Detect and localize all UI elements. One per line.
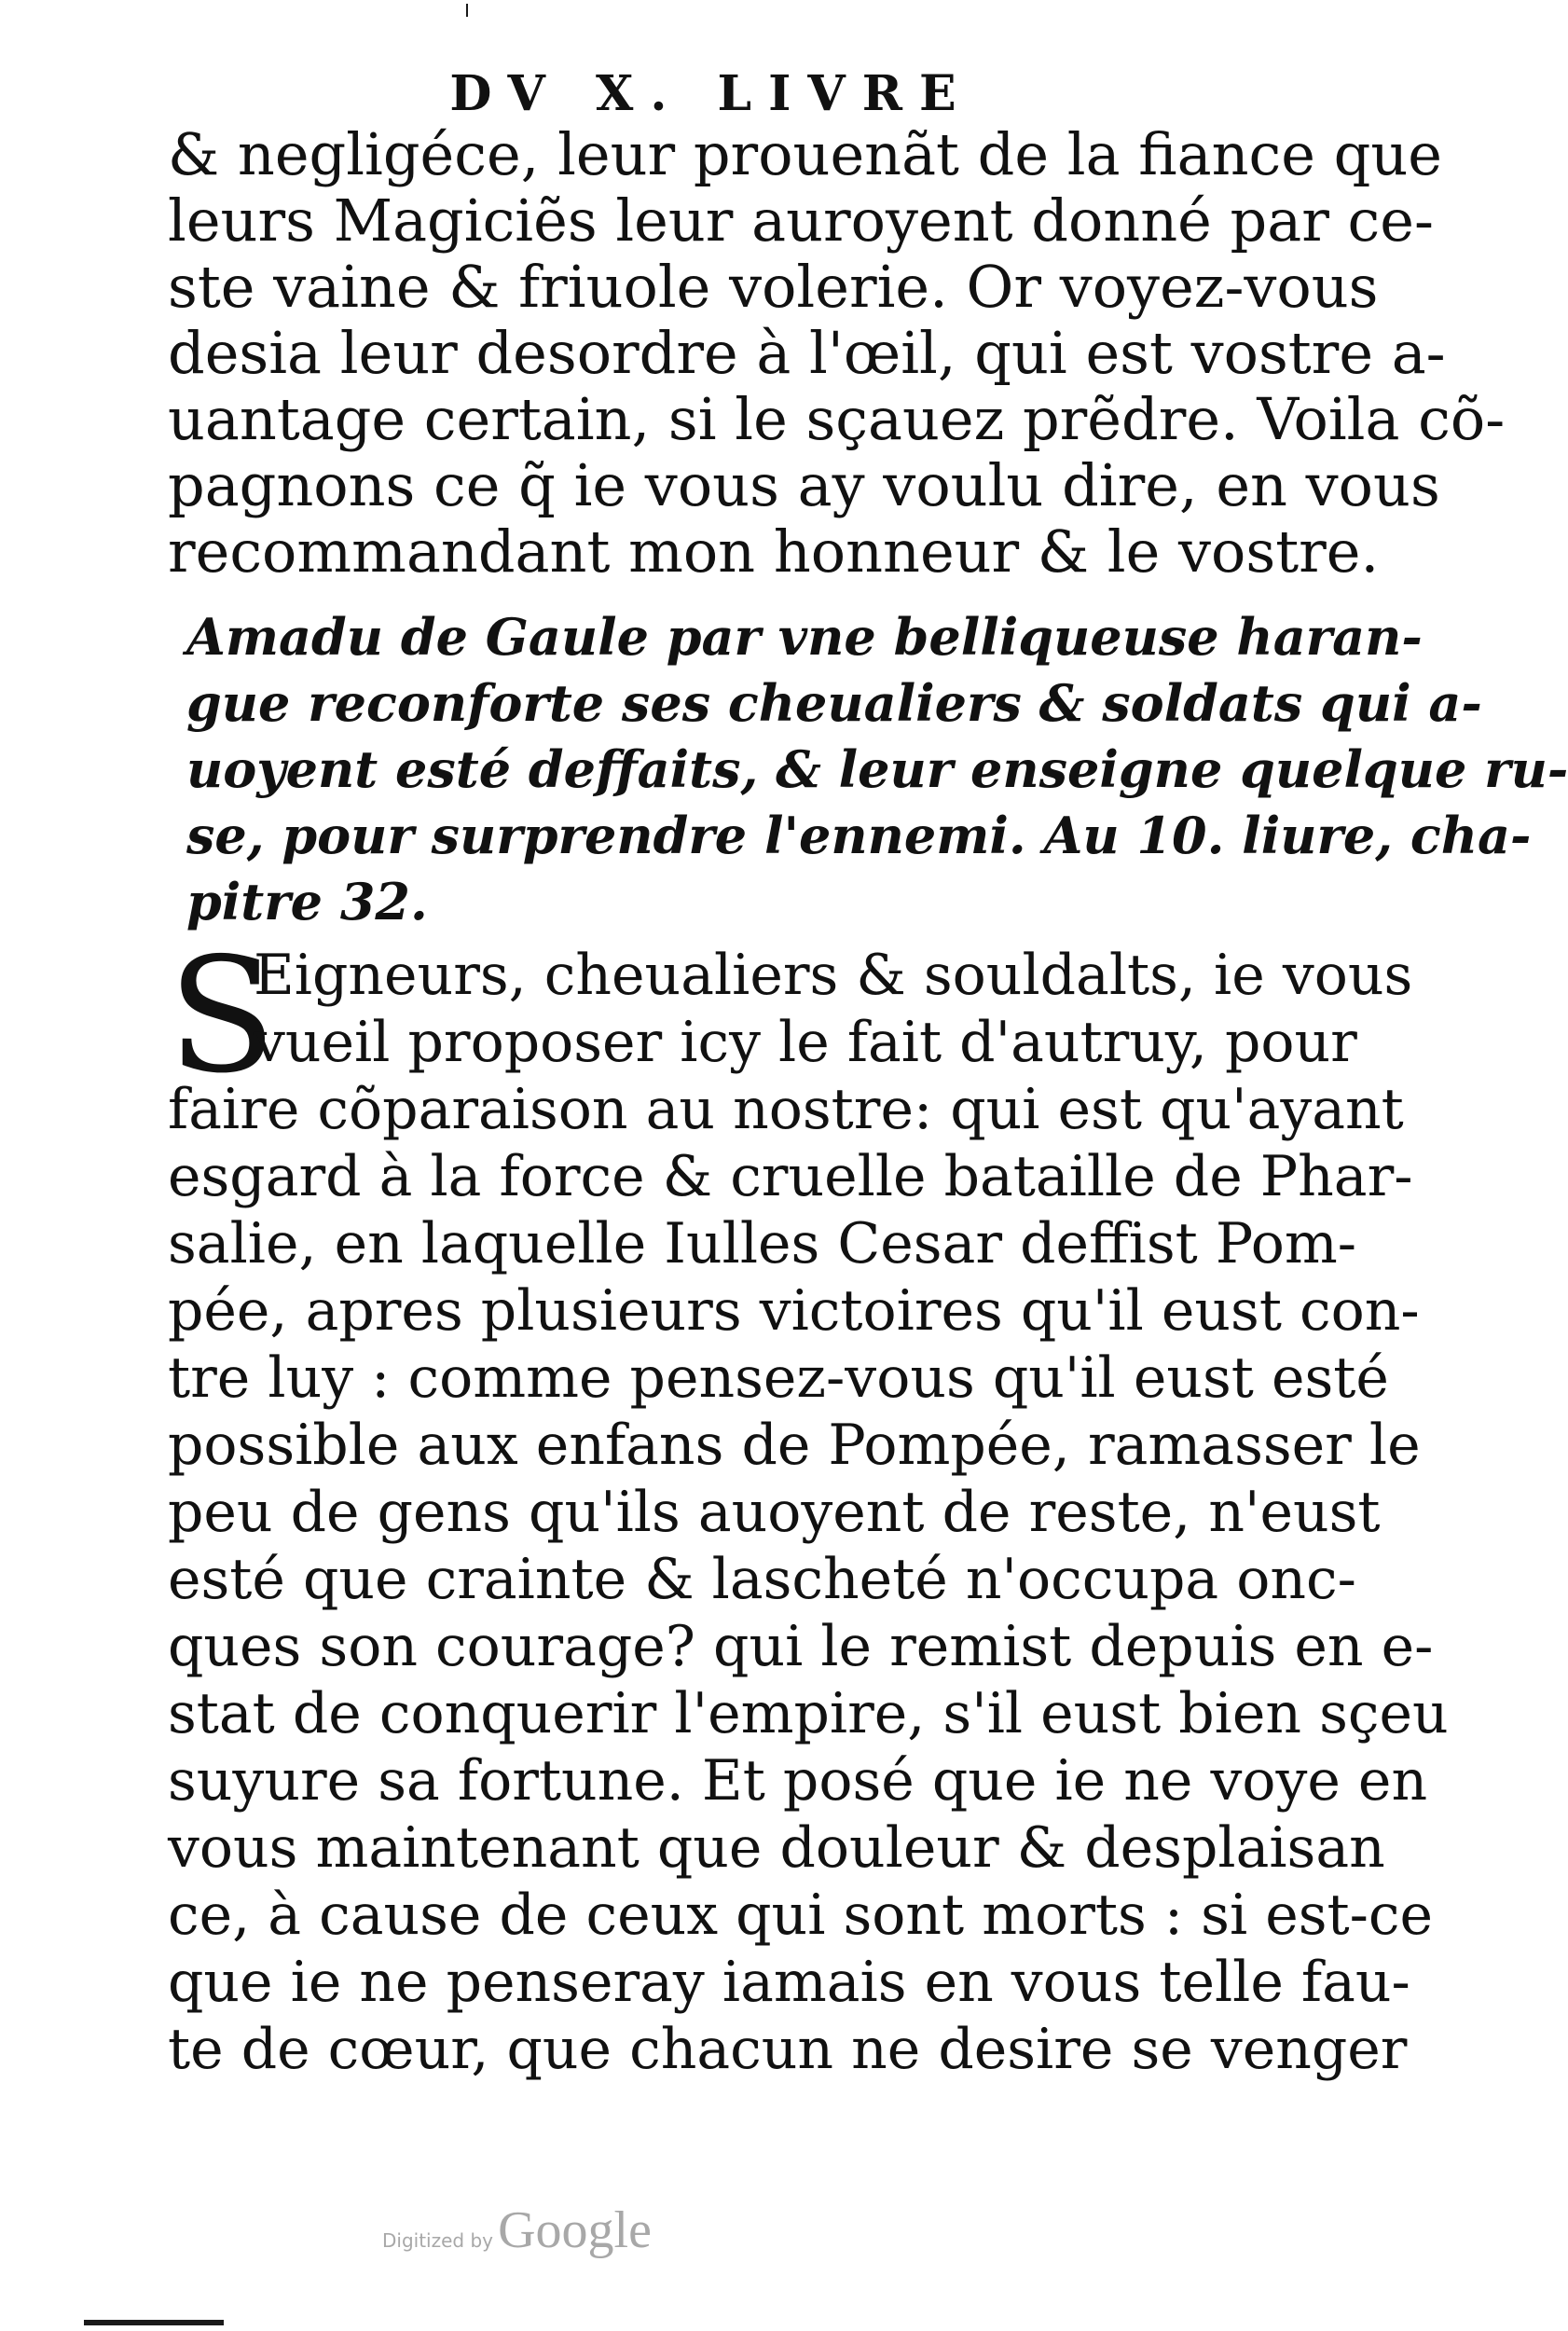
text-line: Eigneurs, cheualiers & souldalts, ie vous	[254, 943, 1413, 1008]
text-line: desia leur desordre à l'œil, qui est vostre a-	[168, 319, 1446, 387]
text-line: ques son courage? qui le remist depuis en e-	[168, 1614, 1434, 1679]
text-line: stat de conquerir l'empire, s'il eust bien sçeu	[168, 1681, 1449, 1746]
text-line: suyure sa fortune. Et posé que ie ne voye en	[168, 1748, 1428, 1814]
speech-paragraph	[168, 924, 1449, 2083]
text-line: leurs Magiciẽs leur auroyent donné par ce-	[168, 186, 1434, 255]
text-line: uantage certain, si le sçauez prẽdre. Voila cõ-	[168, 385, 1506, 453]
page-edge-mark-top	[466, 4, 468, 17]
text-line: vueil proposer icy le fait d'autruy, pour	[254, 1010, 1357, 1075]
text-line: pagnons ce q̃ ie vous ay voulu dire, en vous	[168, 451, 1440, 519]
text-line: possible aux enfans de Pompée, ramasser le	[168, 1413, 1421, 1478]
watermark-prefix: Digitized by	[382, 2229, 493, 2252]
running-header: DV X. LIVRE	[449, 65, 973, 122]
text-line: te de cœur, que chacun ne desire se venger	[168, 2017, 1408, 2082]
text-line: tre luy : comme pensez-vous qu'il eust esté	[168, 1345, 1389, 1411]
text-line: ste vaine & friuole volerie. Or voyez-vous	[168, 253, 1379, 321]
text-line: salie, en laquelle Iulles Cesar deffist Pom-	[168, 1211, 1357, 1276]
page-edge-mark-bottom	[84, 2320, 224, 2325]
summary-line: pitre 32.	[186, 872, 428, 931]
text-line: esté que crainte & lascheté n'occupa onc-	[168, 1547, 1356, 1612]
google-logo: Google	[498, 2201, 652, 2259]
text-line: ce, à cause de ceux qui sont morts : si est-ce	[168, 1883, 1434, 1948]
text-line: esgard à la force & cruelle bataille de Phar-	[168, 1144, 1413, 1209]
drop-capital: S	[168, 924, 277, 1109]
text-line: vous maintenant que douleur & desplaisan	[168, 1815, 1385, 1881]
text-line: que ie ne penseray iamais en vous telle fau-	[168, 1950, 1410, 2015]
text-line: recommandant mon honneur & le vostre.	[168, 517, 1380, 586]
summary-line: se, pour surprendre l'ennemi. Au 10. liure, cha-	[186, 806, 1532, 865]
paragraph-continuation	[168, 120, 1506, 586]
chapter-summary	[186, 604, 1568, 935]
summary-line: gue reconforte ses cheualiers & soldats qui a-	[186, 673, 1482, 733]
summary-line: uoyent esté deffaits, & leur enseigne quelque ru-	[186, 739, 1568, 799]
text-line: faire cõparaison au nostre: qui est qu'ayant	[168, 1077, 1404, 1142]
text-line: peu de gens qu'ils auoyent de reste, n'eust	[168, 1480, 1381, 1545]
text-line: & negligéce, leur prouenãt de la fiance que	[168, 120, 1442, 188]
digitization-watermark	[382, 2200, 652, 2260]
text-line: pée, apres plusieurs victoires qu'il eust con-	[168, 1278, 1420, 1344]
summary-line: Amadu de Gaule par vne belliqueuse haran-	[186, 607, 1423, 667]
